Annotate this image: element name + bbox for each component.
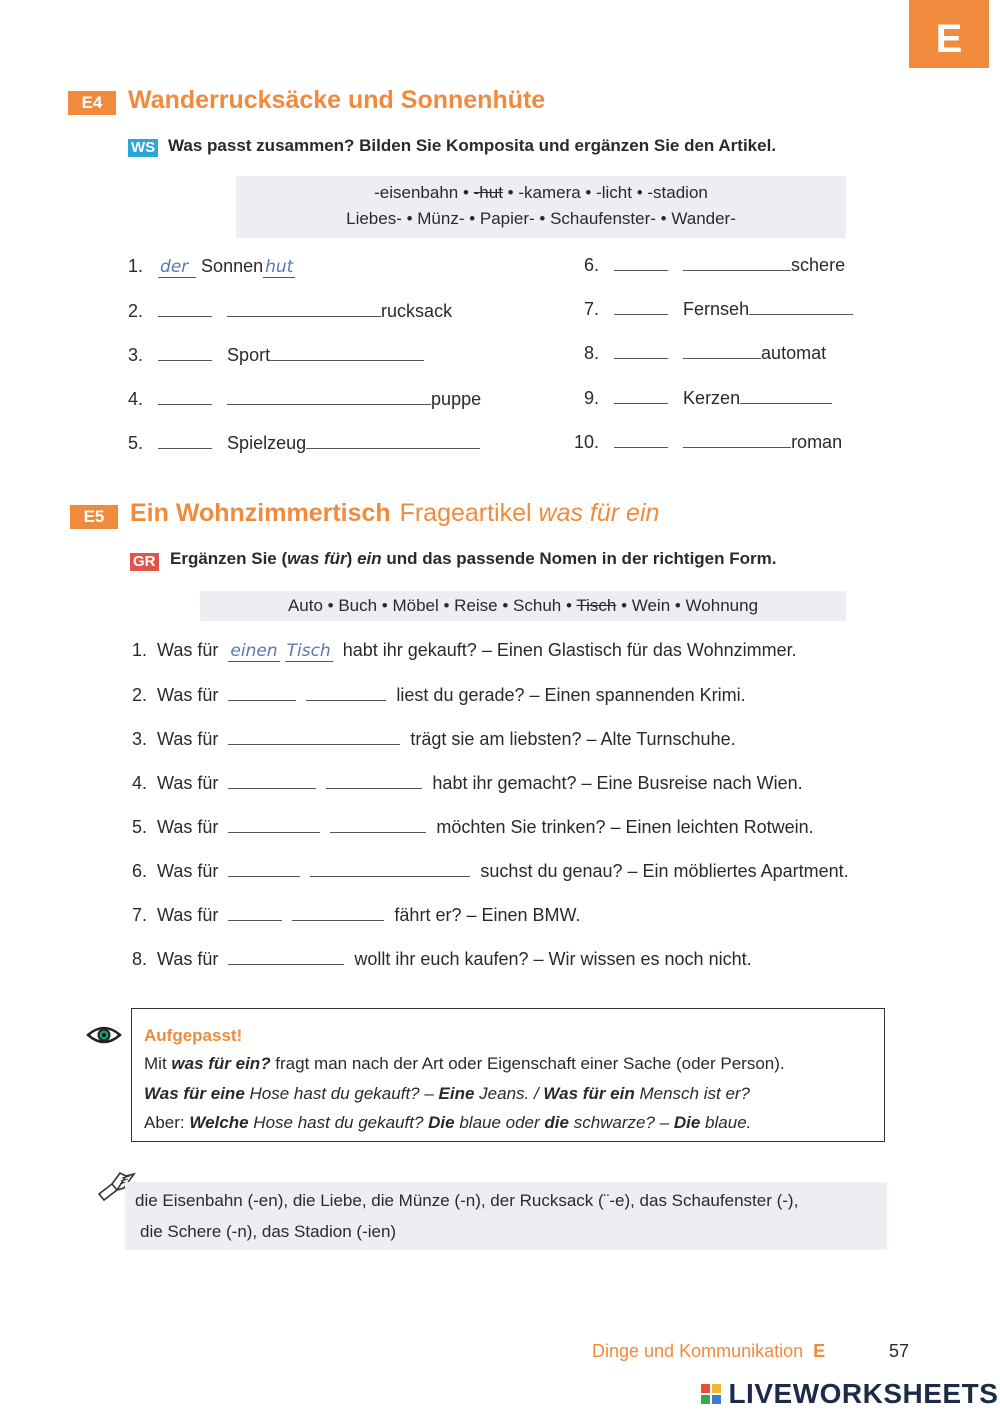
e4-item-7: [584, 298, 853, 320]
article-blank[interactable]: [158, 300, 212, 317]
e5-item-3: [132, 728, 736, 750]
note-emphasis: Die: [673, 1113, 701, 1132]
article-blank[interactable]: [228, 860, 300, 877]
article-blank[interactable]: [614, 298, 668, 315]
answer-article[interactable]: der: [158, 257, 196, 278]
question-rest: habt ihr gemacht? – Eine Busreise nach Wien.: [432, 773, 803, 793]
item-number: 5.: [128, 433, 144, 453]
attention-title: Aufgepasst!: [144, 1026, 243, 1045]
vocabulary-line-1: die Eisenbahn (-en), die Liebe, die Münze (-n), der Rucksack (¨-e), das Schaufenster (-),: [135, 1191, 799, 1210]
section-badge-e4: E4: [68, 91, 116, 115]
question-rest: trägt sie am liebsten? – Alte Turnschuhe.: [410, 729, 736, 749]
item-number: 8.: [584, 343, 600, 363]
note-text: schwarze? –: [568, 1113, 674, 1132]
note-emphasis: Welche: [189, 1113, 249, 1132]
word-part: Fernseh: [683, 299, 750, 319]
question-rest: möchten Sie trinken? – Einen leichten Rotwein.: [436, 817, 814, 837]
word-box-e4: [236, 176, 846, 238]
item-number: 4.: [132, 773, 148, 793]
article-blank[interactable]: [228, 684, 296, 701]
word-part: Kerzen: [683, 388, 741, 408]
note-text: Hose hast du gekauft?: [248, 1113, 429, 1132]
e4-item-9: [584, 387, 832, 409]
word-part: rucksack: [381, 301, 453, 321]
article-blank[interactable]: [614, 254, 668, 271]
footer-text: Dinge und Kommunikation: [592, 1341, 804, 1361]
page-number: 57: [889, 1341, 910, 1361]
section-subtitle-e5: [400, 499, 660, 527]
item-number: 2.: [128, 301, 144, 321]
answer-article[interactable]: einen: [230, 641, 278, 661]
article-blank[interactable]: [158, 388, 212, 405]
footer-letter: E: [813, 1341, 826, 1361]
article-blank[interactable]: [614, 342, 668, 359]
section-title-e5: Ein Wohnzimmertisch: [130, 499, 391, 527]
question-prefix: Was für: [157, 949, 219, 969]
note-text: Jeans. /: [474, 1084, 544, 1103]
inst-part: Ergänzen Sie (: [170, 549, 288, 568]
word-blank[interactable]: [227, 388, 431, 405]
question-prefix: Was für: [157, 685, 219, 705]
noun-blank[interactable]: [292, 904, 384, 921]
question-rest: suchst du genau? – Ein möbliertes Apartment.: [480, 861, 849, 881]
note-text: Mit: [144, 1054, 172, 1073]
word-blank[interactable]: [740, 387, 832, 404]
word-part: automat: [761, 343, 827, 363]
question-rest: habt ihr gekauft? – Einen Glastisch für das Wohnzimmer.: [342, 640, 797, 660]
liveworksheets-watermark: [700, 1378, 998, 1410]
word-part: schere: [791, 255, 846, 275]
note-text: fragt man nach der Art oder Eigenschaft einer Sache (oder Person).: [270, 1054, 785, 1073]
e4-item-10: [574, 431, 842, 453]
item-number: 1.: [132, 640, 148, 660]
note-text: Aber:: [144, 1113, 190, 1132]
item-number: 6.: [132, 861, 148, 881]
word-group: • -kamera • -licht • -stadion: [507, 183, 708, 202]
e5-item-8: [132, 948, 752, 970]
example-word: Sonnen: [201, 256, 264, 276]
word-part: Spielzeug: [227, 433, 307, 453]
instruction-e4: Was passt zusammen? Bilden Sie Komposita und ergänzen Sie den Artikel.: [168, 136, 777, 155]
item-number: 7.: [584, 299, 600, 319]
word-blank[interactable]: [227, 300, 381, 317]
item-number: 3.: [132, 729, 148, 749]
e5-item-6: [132, 860, 849, 882]
article-blank[interactable]: [614, 431, 668, 448]
exercise-type-badge-gr: GR: [130, 553, 159, 571]
article-blank[interactable]: [228, 772, 316, 789]
question-rest: fährt er? – Einen BMW.: [394, 905, 581, 925]
word-blank[interactable]: [683, 342, 761, 359]
question-prefix: Was für: [157, 817, 219, 837]
note-emphasis: Eine: [438, 1084, 475, 1103]
section-badge-e5: E5: [70, 505, 118, 529]
e4-item-2: [128, 300, 452, 322]
e5-item-1: [132, 640, 797, 662]
inst-italic: was für: [287, 549, 347, 568]
article-blank[interactable]: [228, 816, 320, 833]
word-blank[interactable]: [270, 344, 424, 361]
noun-blank[interactable]: [310, 860, 470, 877]
liveworksheets-text: LIVEWORKSHEETS: [728, 1378, 999, 1409]
item-number: 7.: [132, 905, 148, 925]
vocabulary-box: [125, 1182, 887, 1250]
e4-item-6: [584, 254, 845, 276]
item-number: 10.: [574, 432, 600, 452]
item-number: 8.: [132, 949, 148, 969]
answer-suffix[interactable]: hut: [265, 257, 294, 277]
question-prefix: Was für: [157, 729, 219, 749]
article-blank[interactable]: [158, 344, 212, 361]
item-number: 9.: [584, 388, 600, 408]
liveworksheets-logo-icon: [700, 1383, 724, 1405]
struck-word: Tisch: [576, 596, 617, 615]
attention-line-1: [144, 1054, 785, 1074]
noun-blank[interactable]: [326, 772, 422, 789]
e5-item-7: [132, 904, 581, 926]
e4-item-5: [128, 432, 480, 454]
note-text: Mensch ist er?: [634, 1084, 751, 1103]
word-part: puppe: [431, 389, 482, 409]
item-number: 3.: [128, 345, 144, 365]
word-part: Sport: [227, 345, 271, 365]
item-number: 4.: [128, 389, 144, 409]
eye-icon: [86, 1024, 122, 1051]
note-emphasis: Was für eine: [144, 1084, 245, 1103]
chapter-tab: E: [909, 0, 989, 68]
word-blank[interactable]: [749, 298, 853, 315]
footer-chapter: [592, 1341, 825, 1362]
question-rest: wollt ihr euch kaufen? – Wir wissen es noch nicht.: [354, 949, 752, 969]
subtitle-italic: was für ein: [538, 499, 660, 527]
question-prefix: Was für: [157, 640, 219, 660]
struck-word: -hut: [473, 183, 503, 202]
word-part: roman: [791, 432, 843, 452]
exercise-type-badge-ws: WS: [128, 139, 158, 157]
question-prefix: Was für: [157, 861, 219, 881]
e4-item-1: [128, 256, 295, 278]
item-number: 5.: [132, 817, 148, 837]
question-rest: liest du gerade? – Einen spannenden Krimi.: [396, 685, 746, 705]
attention-line-3: [144, 1113, 751, 1133]
note-emphasis: die: [544, 1113, 569, 1132]
article-blank[interactable]: [228, 904, 282, 921]
word-group: -eisenbahn •: [374, 183, 469, 202]
e5-item-5: [132, 816, 814, 838]
note-emphasis: Die: [428, 1113, 455, 1132]
instruction-e5: [170, 549, 776, 569]
e5-item-4: [132, 772, 803, 794]
e4-item-3: [128, 344, 424, 366]
word-line-1: [236, 183, 846, 203]
word-blank[interactable]: [683, 431, 791, 448]
article-blank[interactable]: [158, 432, 212, 449]
word-line-2: Liebes- • Münz- • Papier- • Schaufenster- • Wander-: [346, 209, 736, 228]
e4-item-8: [584, 342, 826, 364]
vocabulary-line-2: die Schere (-n), das Stadion (-ien): [140, 1222, 397, 1241]
noun-blank[interactable]: [330, 816, 426, 833]
item-number: 6.: [584, 255, 600, 275]
word-box-e5: [200, 591, 846, 621]
answer-blank[interactable]: [228, 948, 344, 965]
question-prefix: Was für: [157, 773, 219, 793]
article-blank[interactable]: [614, 387, 668, 404]
inst-part: ): [346, 549, 358, 568]
note-text: blaue oder: [454, 1113, 545, 1132]
section-title-e5-group: [130, 499, 659, 528]
question-prefix: Was für: [157, 905, 219, 925]
noun-blank[interactable]: [306, 684, 386, 701]
subtitle-plain: Frageartikel: [399, 499, 532, 527]
note-text: blaue.: [700, 1113, 752, 1132]
word-group: • Wein • Wohnung: [621, 596, 759, 615]
item-number: 2.: [132, 685, 148, 705]
answer-noun[interactable]: Tisch: [286, 641, 331, 661]
item-number: 1.: [128, 256, 144, 276]
note-text: Hose hast du gekauft? –: [244, 1084, 439, 1103]
word-blank[interactable]: [683, 254, 791, 271]
attention-box: [131, 1008, 885, 1142]
inst-part: und das passende Nomen in der richtigen Form.: [381, 549, 777, 568]
section-title-e4: Wanderrucksäcke und Sonnenhüte: [128, 86, 546, 114]
e5-item-2: [132, 684, 746, 706]
e4-item-4: [128, 388, 481, 410]
answer-blank[interactable]: [228, 728, 400, 745]
word-blank[interactable]: [306, 432, 480, 449]
inst-italic: ein: [357, 549, 382, 568]
word-group: Auto • Buch • Möbel • Reise • Schuh •: [287, 596, 572, 615]
note-emphasis: Was für ein: [543, 1084, 635, 1103]
note-emphasis: was für ein?: [171, 1054, 271, 1073]
attention-line-2: [144, 1084, 750, 1104]
